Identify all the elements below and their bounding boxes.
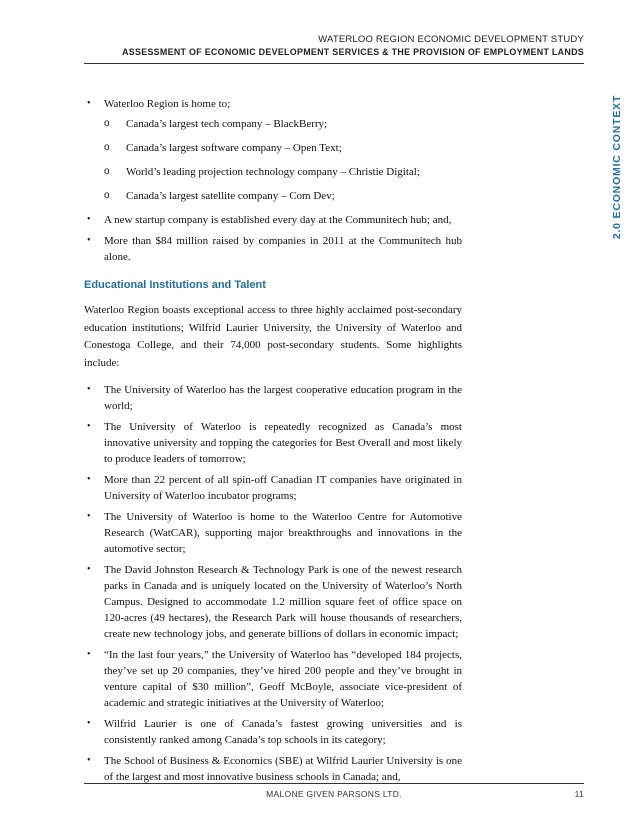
list-item: • More than $84 million raised by companies in 2011 at the Communitech hub alone. bbox=[84, 233, 462, 265]
section-side-tab bbox=[600, 92, 634, 242]
education-paragraph: Waterloo Region boasts exceptional access to three highly acclaimed post-secondary education institutions; Wilfrid Laurier University, the University of Waterloo and Conestoga College, and their 74,000 post-secondary students. Some highlights include: bbox=[84, 304, 462, 369]
list-item bbox=[84, 96, 462, 204]
list-item: • The University of Waterloo is repeatedly recognized as Canada’s most innovative university and topping the categories for Best Overall and most likely to produce leaders of tomorrow; bbox=[84, 419, 462, 467]
page-number: 11 bbox=[574, 789, 584, 799]
education-bullet-list bbox=[84, 382, 462, 785]
sub-list-item: o World’s leading projection technology company – Christie Digital; bbox=[104, 164, 462, 180]
sub-list-item: o Canada’s largest satellite company – Com Dev; bbox=[104, 188, 462, 204]
list-item: • Wilfrid Laurier is one of Canada’s fastest growing universities and is consistently ranked among Canada’s top schools in its category; bbox=[84, 716, 462, 748]
page-body bbox=[84, 96, 462, 790]
list-item: • “In the last four years,” the University of Waterloo has “developed 184 projects, they’ve set up 20 companies, they’ve hired 200 people and they’ve brought in venture capital of $30 million”, Geoff McBoyle, associate vice-president of academic and strategic initiatives at the University of Waterloo; bbox=[84, 647, 462, 711]
header-divider bbox=[84, 63, 584, 64]
company-sublist bbox=[104, 116, 462, 204]
list-item: • The University of Waterloo has the largest cooperative education program in the world; bbox=[84, 382, 462, 414]
firm-name: MALONE GIVEN PARSONS LTD. bbox=[266, 789, 402, 799]
list-item: • The School of Business & Economics (SBE) at Wilfrid Laurier University is one of the largest and most innovative business schools in Canada; and, bbox=[84, 753, 462, 785]
footer-divider bbox=[84, 783, 584, 784]
section-tab-label: 2.0 ECONOMIC CONTEXT bbox=[611, 94, 623, 240]
page-header bbox=[84, 34, 584, 57]
list-item: • The David Johnston Research & Technology Park is one of the newest research parks in Canada and is uniquely located on the University of Waterloo’s North Campus. Designed to accommodate 1.2 million square feet of office space on 120-acres (49 hectares), the Research Park will house thousands of researchers, create new technology jobs, and generate billions of dollars in economic impact; bbox=[84, 562, 462, 642]
home-to-text: Waterloo Region is home to; bbox=[104, 98, 231, 110]
sub-list-item: o Canada’s largest tech company – BlackBerry; bbox=[104, 116, 462, 132]
list-item: • A new startup company is established every day at the Communitech hub; and, bbox=[84, 212, 462, 228]
intro-bullet-list bbox=[84, 96, 462, 265]
list-item: • The University of Waterloo is home to the Waterloo Centre for Automotive Research (WatCAR), supporting major breakthroughs and innovations in the automotive sector; bbox=[84, 509, 462, 557]
sub-list-item: o Canada’s largest software company – Open Text; bbox=[104, 140, 462, 156]
report-subtitle: ASSESSMENT OF ECONOMIC DEVELOPMENT SERVICES & THE PROVISION OF EMPLOYMENT LANDS bbox=[122, 47, 584, 57]
study-title: WATERLOO REGION ECONOMIC DEVELOPMENT STUDY bbox=[318, 34, 584, 45]
section-heading: Educational Institutions and Talent bbox=[84, 279, 266, 291]
list-item: • More than 22 percent of all spin-off Canadian IT companies have originated in University of Waterloo incubator programs; bbox=[84, 472, 462, 504]
